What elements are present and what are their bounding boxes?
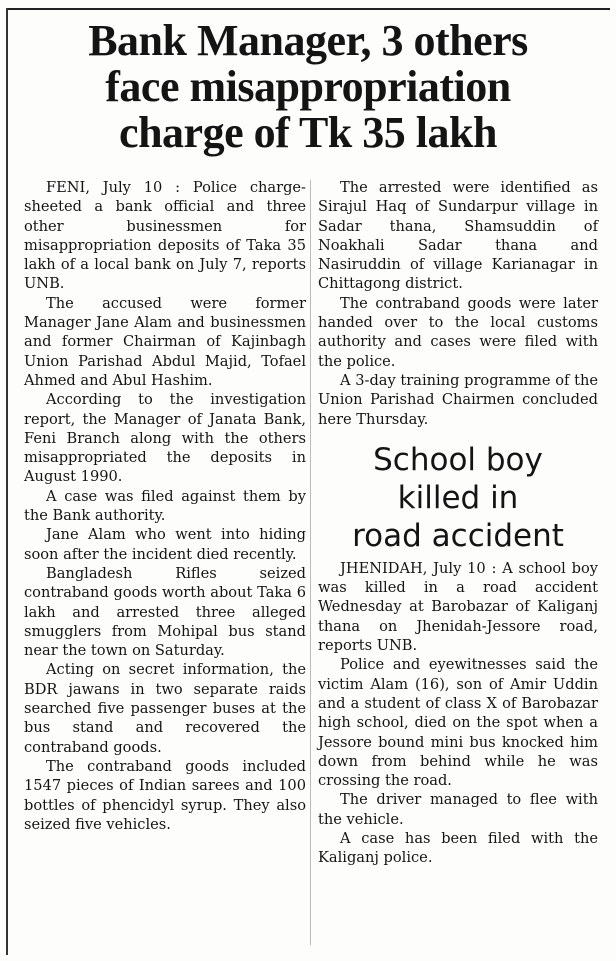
article1-paragraph: Bangladesh Rifles seized contraband goods worth about Taka 6 lakh and arrested three alleged smugglers from Mohipal bus stand near the town on Saturday.	[24, 564, 306, 660]
article2-paragraph: Police and eyewitnesses said the victim Alam (16), son of Amir Uddin and a student of class X of Barobazar high school, died on the spot when a Jessore bound mini bus knocked him down from behind while he was crossing the road.	[318, 656, 598, 790]
article2-headline	[318, 441, 598, 555]
article2-headline-line-3: road accident	[352, 517, 564, 554]
column-divider	[310, 180, 311, 945]
article1-paragraph: The contraband goods were later handed over to the local customs authority and cases were filed with the police.	[318, 294, 598, 370]
article2-headline-line-2: killed in	[397, 479, 519, 516]
headline-line-3: charge of Tk 35 lakh	[119, 108, 497, 157]
headline-line-2: face misappropriation	[105, 62, 511, 111]
top-rule	[6, 8, 610, 10]
article1-paragraph: The contraband goods included 1547 pieces of Indian sarees and 100 bottles of phencidyl syrup. They also seized five vehicles.	[24, 757, 306, 833]
article1-paragraph: FENI, July 10 : Police charge-sheeted a bank official and three other businessmen for misappropriation deposits of Taka 35 lakh of a local bank on July 7, reports UNB.	[24, 179, 306, 293]
article2-paragraph: A case has been filed with the Kaliganj police.	[318, 830, 598, 867]
article1-column-left	[24, 178, 306, 834]
article-column-right	[318, 178, 598, 868]
article1-paragraph: Jane Alam who went into hiding soon after the incident died recently.	[24, 526, 306, 563]
article2-paragraph: JHENIDAH, July 10 : A school boy was killed in a road accident Wednesday at Barobazar of Kaliganj thana on Jhenidah-Jessore road, reports UNB.	[318, 559, 598, 655]
article1-paragraph: A case was filed against them by the Bank authority.	[24, 487, 306, 525]
article1-headline	[14, 18, 602, 156]
article1-paragraph: According to the investigation report, the Manager of Janata Bank, Feni Branch along with the others misappropriated the deposits in August 1990.	[24, 391, 306, 486]
article2-paragraph: The driver managed to flee with the vehicle.	[318, 791, 598, 828]
article1-paragraph: The accused were former Manager Jane Alam and businessmen and former Chairman of Kajinbagh Union Parishad Abdul Majid, Tofael Ahmed and Abul Hashim.	[24, 294, 306, 389]
article1-paragraph: A 3-day training programme of the Union Parishad Chairmen concluded here Thursday.	[318, 371, 598, 428]
article2-headline-line-1: School boy	[373, 441, 543, 478]
article1-paragraph: The arrested were identified as Sirajul Haq of Sundarpur village in Sadar thana, Shamsuddin of Noakhali Sadar thana and Nasiruddin of village Karianagar in Chittagong district.	[318, 179, 598, 293]
article1-paragraph: Acting on secret information, the BDR jawans in two separate raids searched five passenger buses at the bus stand and recovered the contraband goods.	[24, 661, 306, 756]
headline-line-1: Bank Manager, 3 others	[88, 16, 528, 65]
left-rule	[6, 8, 8, 955]
